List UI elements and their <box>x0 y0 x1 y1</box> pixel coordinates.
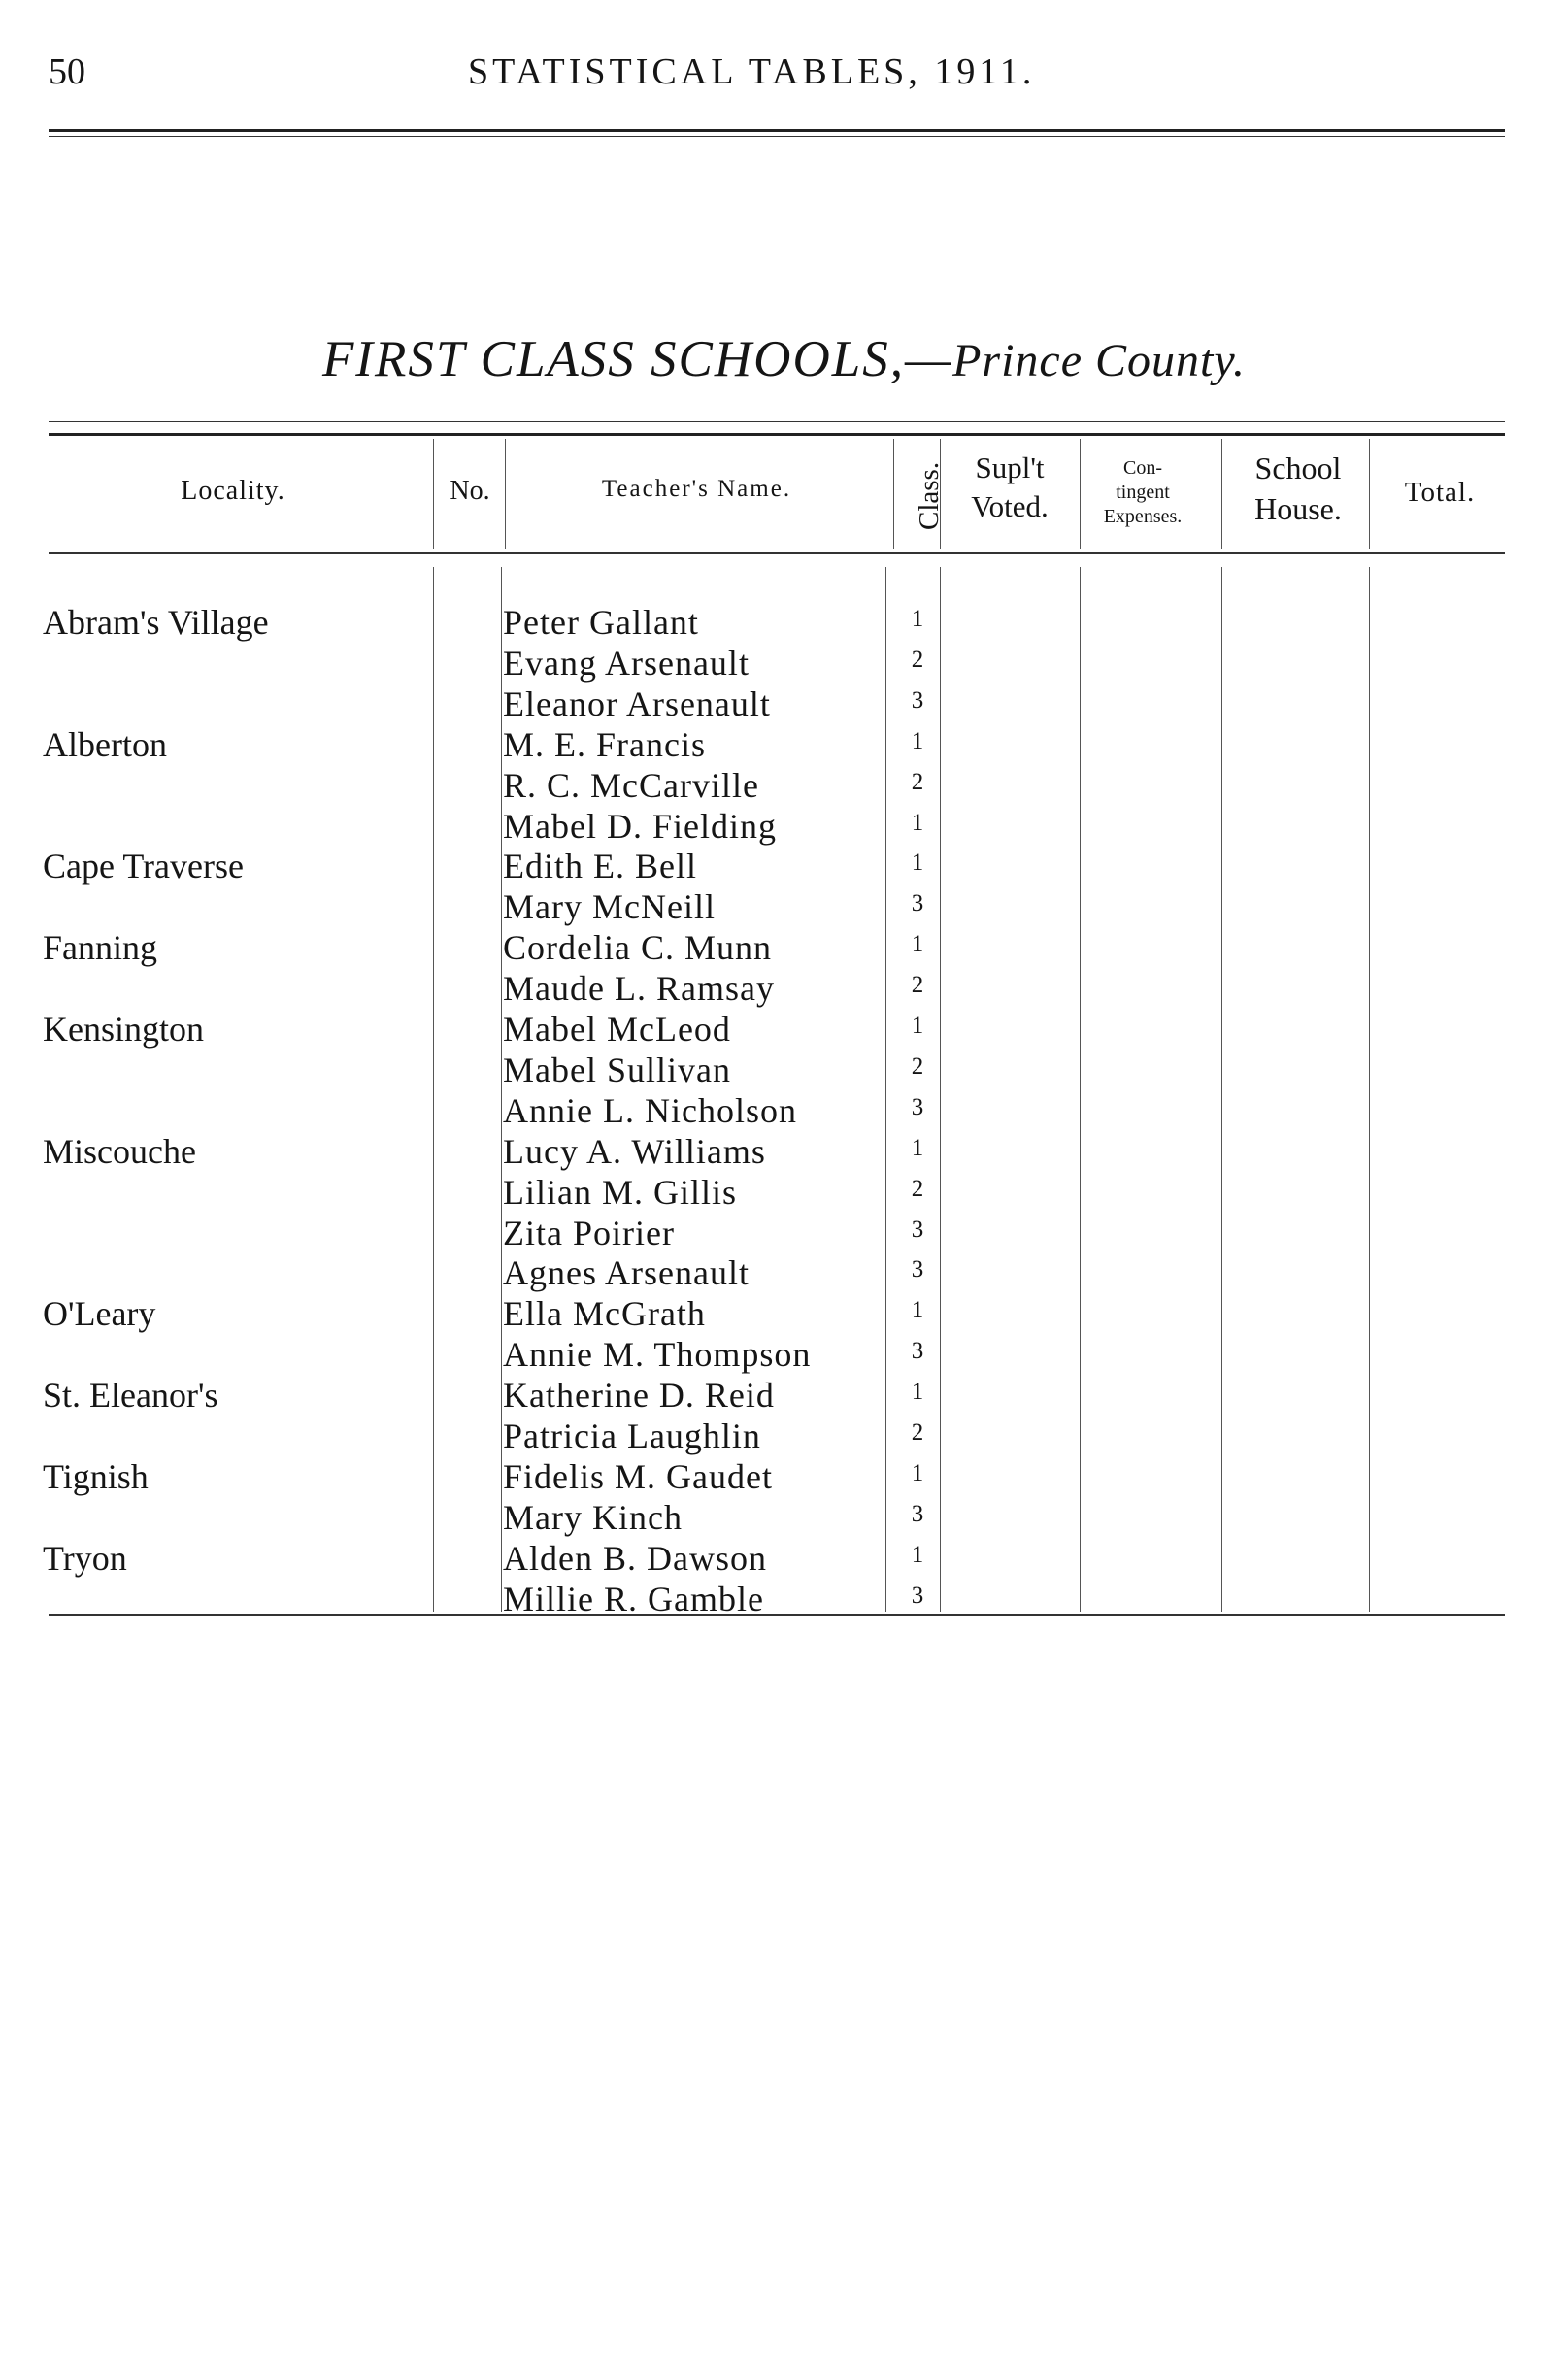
cell-class: 3 <box>911 1216 924 1243</box>
cell-teacher-name: Mabel D. Fielding <box>503 806 777 846</box>
cell-teacher-name: Annie M. Thompson <box>503 1335 812 1375</box>
cell-class: 2 <box>911 646 924 673</box>
cell-teacher-name: Patricia Laughlin <box>503 1416 761 1455</box>
cell-class: 1 <box>911 850 924 877</box>
cell-teacher-name: Zita Poirier <box>503 1213 675 1252</box>
cell-teacher-name: Maude L. Ramsay <box>503 969 775 1009</box>
column-divider <box>501 567 502 1612</box>
cell-locality: O'Leary <box>43 1294 156 1334</box>
col-header-teacher: Teacher's Name. <box>601 476 792 502</box>
col-header-suppl-line1: Supl't <box>975 450 1045 484</box>
cell-teacher-name: Mabel Sullivan <box>503 1050 731 1089</box>
col-header-school-line1: School <box>1254 450 1342 485</box>
cell-class: 3 <box>911 1338 924 1365</box>
column-divider <box>940 439 941 549</box>
cell-class: 2 <box>911 768 924 795</box>
cell-class: 1 <box>911 1297 924 1324</box>
cell-class: 3 <box>911 1500 924 1527</box>
cell-locality: Tryon <box>43 1538 127 1578</box>
col-header-suppl-line2: Voted. <box>971 489 1049 524</box>
col-header-total: Total. <box>1404 477 1476 508</box>
cell-class: 1 <box>911 606 924 632</box>
cell-class: 3 <box>911 1256 924 1283</box>
cell-class: 1 <box>911 931 924 958</box>
cell-teacher-name: Mary McNeill <box>503 887 716 927</box>
table-top-rule <box>49 421 1505 422</box>
header-bottom-rule <box>49 552 1505 554</box>
cell-teacher-name: Annie L. Nicholson <box>503 1090 797 1130</box>
col-header-locality: Locality. <box>181 476 285 506</box>
header-rule <box>49 129 1505 132</box>
cell-class: 1 <box>911 727 924 754</box>
cell-class: 1 <box>911 1134 924 1161</box>
cell-teacher-name: Lucy A. Williams <box>503 1131 766 1171</box>
cell-class: 3 <box>911 1582 924 1609</box>
col-header-contingent-line2: tingent <box>1116 482 1170 503</box>
cell-locality: Miscouche <box>43 1131 196 1171</box>
column-divider <box>885 567 886 1612</box>
cell-class: 1 <box>911 1459 924 1486</box>
cell-teacher-name: Millie R. Gamble <box>503 1579 764 1618</box>
column-divider <box>1221 439 1222 549</box>
cell-teacher-name: Lilian M. Gillis <box>503 1172 737 1212</box>
cell-class: 3 <box>911 686 924 714</box>
col-header-no: No. <box>450 476 490 506</box>
cell-locality: Alberton <box>43 724 167 764</box>
cell-teacher-name: Agnes Arsenault <box>503 1253 750 1293</box>
header-rule <box>49 136 1505 137</box>
col-header-class: Class. <box>914 461 945 530</box>
cell-locality: Fanning <box>43 928 158 968</box>
cell-locality: Abram's Village <box>43 603 269 642</box>
col-header-contingent <box>1080 456 1206 529</box>
cell-teacher-name: Eleanor Arsenault <box>503 683 771 723</box>
cell-teacher-name: M. E. Francis <box>503 724 706 764</box>
table-title-main: FIRST CLASS SCHOOLS,— <box>321 331 953 387</box>
col-header-contingent-line1: Con- <box>1123 457 1162 479</box>
cell-teacher-name: Katherine D. Reid <box>503 1376 775 1416</box>
cell-teacher-name: Peter Gallant <box>503 603 699 642</box>
column-divider <box>893 439 894 549</box>
table-title <box>0 330 1568 388</box>
cell-locality: Cape Traverse <box>43 847 244 886</box>
column-divider <box>1080 439 1081 549</box>
cell-class: 1 <box>911 809 924 836</box>
cell-teacher-name: Cordelia C. Munn <box>503 928 772 968</box>
cell-teacher-name: Alden B. Dawson <box>503 1538 767 1578</box>
column-divider <box>433 439 434 549</box>
table-subtitle: Prince County. <box>952 335 1247 386</box>
page-number: 50 <box>49 51 85 92</box>
cell-class: 3 <box>911 1093 924 1120</box>
column-divider <box>505 439 506 549</box>
cell-teacher-name: Ella McGrath <box>503 1294 706 1334</box>
cell-class: 2 <box>911 972 924 999</box>
column-divider <box>1221 567 1222 1612</box>
column-divider <box>433 567 434 1612</box>
cell-class: 2 <box>911 1419 924 1446</box>
cell-teacher-name: Evang Arsenault <box>503 643 750 683</box>
running-title: STATISTICAL TABLES, 1911. <box>468 51 1036 92</box>
col-header-suppl <box>947 449 1073 527</box>
cell-locality: Tignish <box>43 1456 149 1496</box>
cell-teacher-name: Edith E. Bell <box>503 847 697 886</box>
cell-teacher-name: R. C. McCarville <box>503 765 759 805</box>
column-divider <box>1369 439 1370 549</box>
cell-locality: St. Eleanor's <box>43 1376 218 1416</box>
table-top-rule <box>49 433 1505 436</box>
col-header-contingent-line3: Expenses. <box>1103 506 1183 527</box>
col-header-school-house <box>1225 449 1371 529</box>
table-bottom-rule <box>49 1614 1505 1616</box>
column-divider <box>1369 567 1370 1612</box>
cell-teacher-name: Mabel McLeod <box>503 1010 731 1049</box>
cell-class: 2 <box>911 1052 924 1080</box>
cell-locality: Kensington <box>43 1010 204 1049</box>
cell-class: 1 <box>911 1013 924 1039</box>
cell-class: 1 <box>911 1379 924 1406</box>
cell-teacher-name: Fidelis M. Gaudet <box>503 1456 773 1496</box>
col-header-school-line2: House. <box>1254 490 1342 526</box>
cell-class: 2 <box>911 1175 924 1202</box>
cell-teacher-name: Mary Kinch <box>503 1497 683 1537</box>
cell-class: 3 <box>911 890 924 917</box>
running-head <box>49 50 1505 99</box>
column-divider <box>1080 567 1081 1612</box>
column-divider <box>940 567 941 1612</box>
cell-class: 1 <box>911 1541 924 1568</box>
